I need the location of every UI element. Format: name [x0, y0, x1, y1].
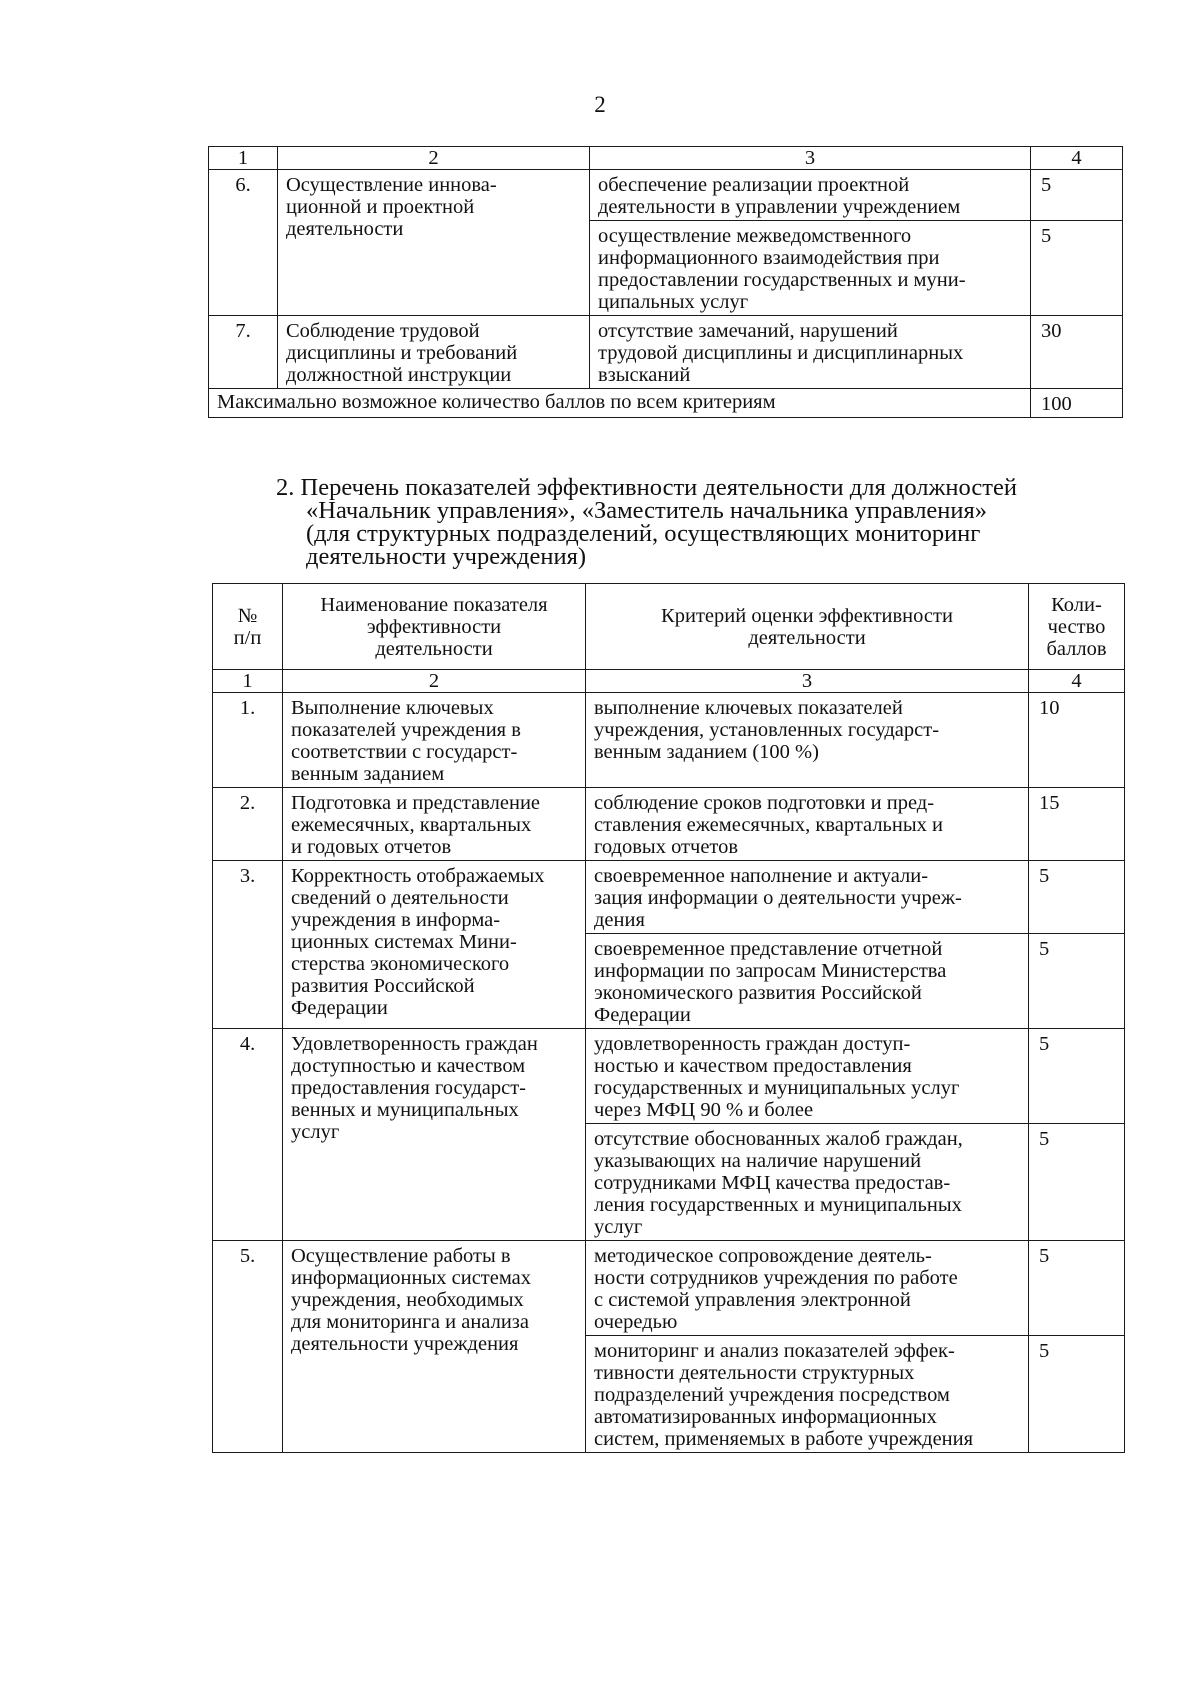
- criterion-score: 5: [1029, 1029, 1125, 1124]
- criterion-text: мониторинг и анализ показателей эффек- тивности деятельности структурных подразделений учреждения посредством автоматизированных информационных систем, применяемых в работе учреждения: [586, 1336, 1029, 1453]
- column-index-3: 3: [586, 670, 1029, 693]
- column-index-4: 4: [1029, 670, 1125, 693]
- header-criterion: Критерий оценки эффективности деятельности: [586, 584, 1029, 670]
- row-number: 5.: [213, 1241, 283, 1453]
- column-index-2: 2: [283, 670, 586, 693]
- indicator-name: Осуществление работы в информационных системах учреждения, необходимых для мониторинга и анализа деятельности учреждения: [283, 1241, 586, 1453]
- column-index-row: [213, 670, 1125, 693]
- criterion-text: своевременное наполнение и актуали- зация информации о деятельности учреж- дения: [586, 861, 1029, 934]
- column-index-3: 3: [590, 147, 1031, 170]
- criterion-score: 5: [1029, 934, 1125, 1029]
- section-heading-line: деятельности учреждения): [306, 543, 586, 570]
- header-indicator-name: Наименование показателя эффективности деятельности: [283, 584, 586, 670]
- header-number: № п/п: [213, 584, 283, 670]
- criterion-text: осуществление межведомственного информационного взаимодействия при предоставлении государственных и муни- ципальных услуг: [590, 221, 1031, 316]
- column-index-1: 1: [209, 147, 278, 170]
- column-index-row: [209, 147, 1123, 170]
- indicator-name: Удовлетворенность граждан доступностью и качеством предоставления государст- венных и муниципальных услуг: [283, 1029, 586, 1241]
- criterion-score: 5: [1029, 1336, 1125, 1453]
- column-index-2: 2: [278, 147, 590, 170]
- indicator-name: Соблюдение трудовой дисциплины и требований должностной инструкции: [278, 316, 590, 389]
- table-row: [209, 170, 1123, 221]
- criterion-score: 5: [1031, 221, 1123, 316]
- criterion-score: 5: [1029, 1241, 1125, 1336]
- row-number: 2.: [213, 788, 283, 861]
- criterion-text: отсутствие замечаний, нарушений трудовой дисциплины и дисциплинарных взысканий: [590, 316, 1031, 389]
- indicator-name: Выполнение ключевых показателей учреждения в соответствии с государст- венным заданием: [283, 693, 586, 788]
- indicator-name: Корректность отображаемых сведений о деятельности учреждения в информа- ционных системах Мини- стерства экономического развития Российской Федерации: [283, 861, 586, 1029]
- criterion-text: своевременное представление отчетной информации по запросам Министерства экономического развития Российской Федерации: [586, 934, 1029, 1029]
- performance-indicators-table: [212, 583, 1125, 1453]
- header-score: Коли- чество баллов: [1029, 584, 1125, 670]
- criterion-score: 15: [1029, 788, 1125, 861]
- table-row: [213, 861, 1125, 934]
- table-row: [213, 788, 1125, 861]
- table-row: [213, 693, 1125, 788]
- table-header-row: [213, 584, 1125, 670]
- table-row: [209, 316, 1123, 389]
- criterion-text: выполнение ключевых показателей учреждения, установленных государст- венным заданием (100 %): [586, 693, 1029, 788]
- criterion-text: удовлетворенность граждан доступ- ностью и качеством предоставления государственных и муниципальных услуг через МФЦ 90 % и более: [586, 1029, 1029, 1124]
- criterion-text: соблюдение сроков подготовки и пред- ставления ежемесячных, квартальных и годовых отчетов: [586, 788, 1029, 861]
- row-number: 7.: [209, 316, 278, 389]
- table-row: [213, 1029, 1125, 1124]
- criteria-table-continued: [208, 146, 1123, 418]
- section-heading: [276, 476, 1136, 568]
- indicator-name: Осуществление иннова- ционной и проектной деятельности: [278, 170, 590, 316]
- page-number: 2: [594, 92, 606, 117]
- criterion-score: 5: [1029, 1124, 1125, 1241]
- criterion-score: 10: [1029, 693, 1125, 788]
- criterion-score: 5: [1029, 861, 1125, 934]
- section-heading-line: «Начальник управления», «Заместитель начальника управления»: [306, 497, 988, 524]
- criterion-text: отсутствие обоснованных жалоб граждан, указывающих на наличие нарушений сотрудниками МФЦ качества предостав- ления государственных и муниципальных услуг: [586, 1124, 1029, 1241]
- column-index-1: 1: [213, 670, 283, 693]
- total-value: 100: [1031, 389, 1123, 418]
- table-row: [213, 1241, 1125, 1336]
- total-row: [209, 389, 1123, 418]
- section-heading-line: (для структурных подразделений, осуществляющих мониторинг: [306, 520, 981, 547]
- row-number: 1.: [213, 693, 283, 788]
- criterion-text: обеспечение реализации проектной деятельности в управлении учреждением: [590, 170, 1031, 221]
- row-number: 6.: [209, 170, 278, 316]
- column-index-4: 4: [1031, 147, 1123, 170]
- criterion-score: 5: [1031, 170, 1123, 221]
- total-label: Максимально возможное количество баллов по всем критериям: [209, 389, 1031, 418]
- indicator-name: Подготовка и представление ежемесячных, квартальных и годовых отчетов: [283, 788, 586, 861]
- criterion-score: 30: [1031, 316, 1123, 389]
- section-heading-line: 2. Перечень показателей эффективности деятельности для должностей: [276, 474, 1017, 501]
- criterion-text: методическое сопровождение деятель- ности сотрудников учреждения по работе с системой управления электронной очередью: [586, 1241, 1029, 1336]
- row-number: 3.: [213, 861, 283, 1029]
- row-number: 4.: [213, 1029, 283, 1241]
